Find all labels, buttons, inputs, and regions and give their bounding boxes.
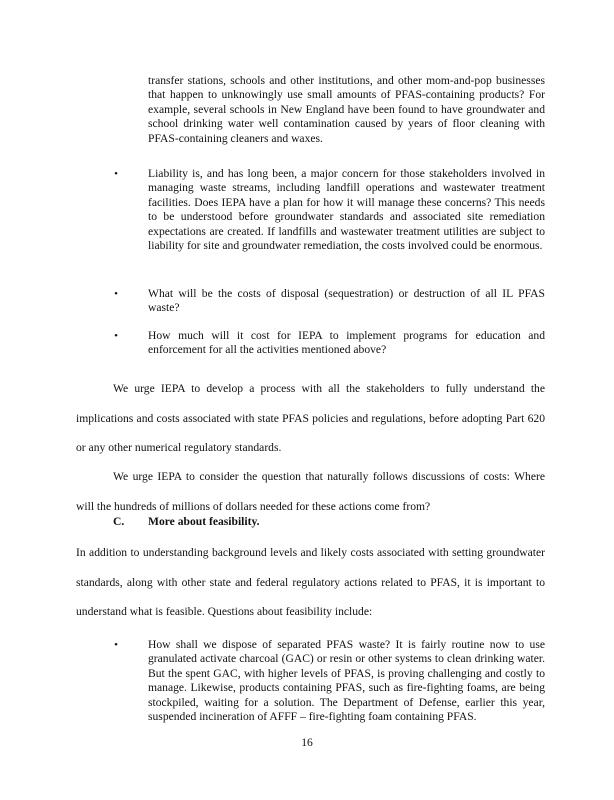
bullet-marker: • xyxy=(114,288,118,300)
paragraph-urge-process: We urge IEPA to develop a process with all the stakeholders to fully understand the implications and costs associated with state PFAS policies and regulations, before adopting Part 620 or any other numerical regulatory standards. xyxy=(76,382,545,454)
bullet-program-costs: How much will it cost for IEPA to implement programs for education and enforcement for all the activities mentioned above? xyxy=(148,329,545,357)
bullet-disposal-costs: What will be the costs of disposal (sequestration) or destruction of all IL PFAS waste? xyxy=(148,287,545,315)
page-number: 16 xyxy=(301,736,313,749)
paragraph-feasibility: In addition to understanding background levels and likely costs associated with setting groundwater standards, along with other state and federal regulatory actions related to PFAS, it is important to understand what is feasible. Questions about feasibility include: xyxy=(76,546,545,618)
bullet-waste-disposal: How shall we dispose of separated PFAS waste? It is fairly routine now to use granulated activate charcoal (GAC) or resin or other systems to clean drinking water. But the spent GAC, with higher levels of PFAS, is proving challenging and costly to manage. Likewise, products containing PFAS, such as fire-fighting foams, are being stockpiled, waiting for a solution. The Department of Defense, earlier this year, suspended incineration of AFFF – fire-fighting foam containing PFAS. xyxy=(148,638,545,724)
bullet-marker: • xyxy=(114,330,118,342)
section-letter: C. xyxy=(113,515,125,528)
paragraph-urge-funding: We urge IEPA to consider the question that naturally follows discussions of costs: Where will the hundreds of millions of dollars needed for these actions come from? xyxy=(76,470,545,513)
bullet-marker: • xyxy=(114,168,118,180)
bullet-marker: • xyxy=(114,639,118,651)
bullet-liability: Liability is, and has long been, a major concern for those stakeholders involved in managing waste streams, including landfill operations and wastewater treatment facilities. Does IEPA have a plan for how it will manage these concerns? This needs to be understood before groundwater standards and associated site remediation expectations are created. If landfills and wastewater treatment utilities are subject to liability for site and groundwater remediation, the costs involved could be enormous. xyxy=(148,167,545,253)
section-title: More about feasibility. xyxy=(148,515,260,528)
continued-paragraph: transfer stations, schools and other institutions, and other mom-and-pop businesses that happen to unknowingly use small amounts of PFAS-containing products? For example, several schools in New England have been found to have groundwater and school drinking water well contamination caused by years of floor cleaning with PFAS-containing cleaners and waxes. xyxy=(148,74,545,145)
